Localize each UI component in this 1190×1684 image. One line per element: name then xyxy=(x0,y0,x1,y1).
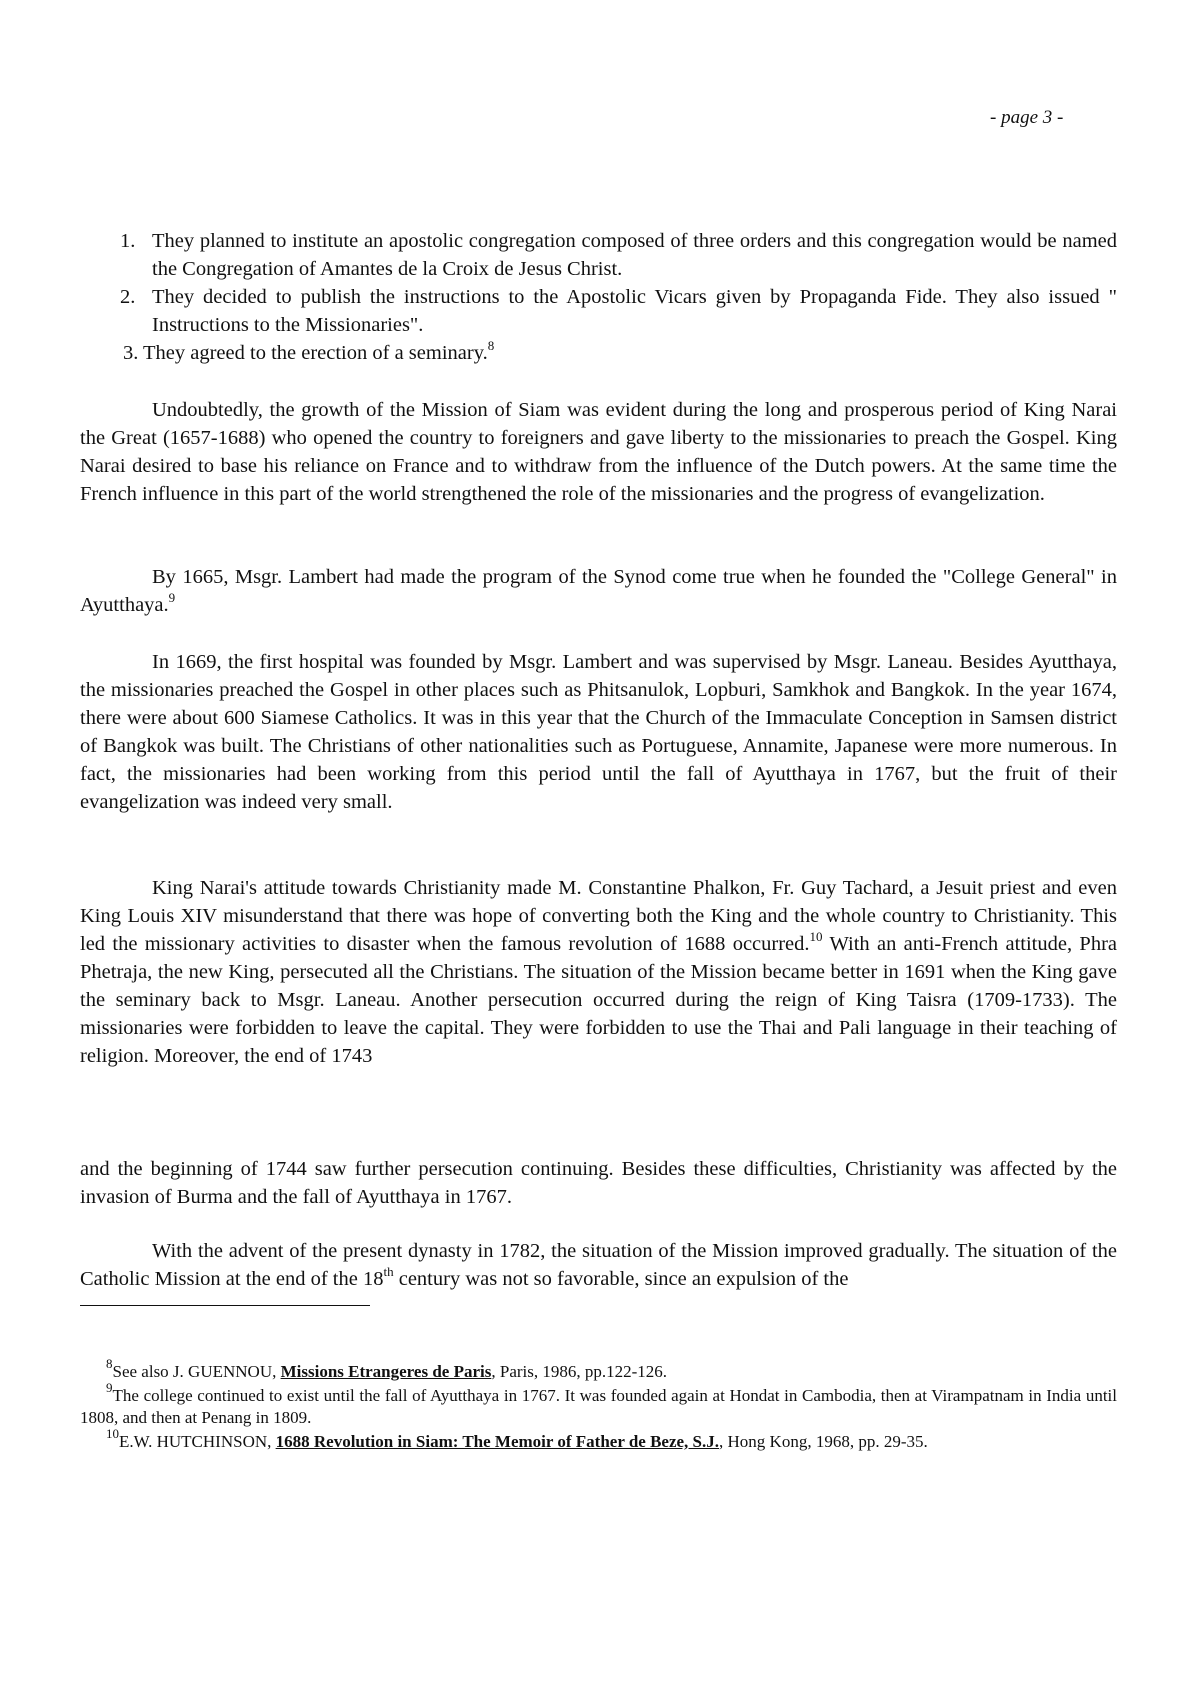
footnote-number: 8 xyxy=(106,1356,113,1371)
paragraph-text: Undoubtedly, the growth of the Mission of Siam was evident during the long and prosperous period of King Narai the Great (1657-1688) who opened the country to foreigners and gave liberty to the missionaries to preach the Gospel. King Narai desired to base his reliance on France and to withdraw from the influence of the Dutch powers. At the same time the French influence in this part of the world strengthened the role of the missionaries and the progress of evangelization. xyxy=(80,399,1117,505)
list-text: They agreed to the erection of a seminary. xyxy=(143,342,488,364)
footnote-9 xyxy=(80,1380,1117,1429)
footnote-8 xyxy=(80,1356,1117,1383)
footnote-title: Missions Etrangeres de Paris xyxy=(280,1362,492,1381)
list-text: They planned to institute an apostolic congregation composed of three orders and this congregation would be named the Congregation of Amantes de la Croix de Jesus Christ. xyxy=(152,230,1117,280)
footnote-text: , Hong Kong, 1968, pp. 29-35. xyxy=(719,1432,928,1451)
footnote-text: The college continued to exist until the fall of Ayutthaya in 1767. It was founded again at Hondat in Cambodia, then at Virampatnam in India until 1808, and then at Penang in 1809. xyxy=(80,1386,1117,1427)
footnote-title: 1688 Revolution in Siam: The Memoir of Father de Beze, S.J. xyxy=(275,1432,720,1451)
footnote-10 xyxy=(80,1426,1117,1453)
paragraph xyxy=(80,396,1117,508)
list-number: 2. xyxy=(120,286,136,308)
footnote-ref[interactable]: 8 xyxy=(487,338,495,353)
list-number: 1. xyxy=(120,230,136,252)
paragraph-span: century was not so favorable, since an expulsion of the xyxy=(393,1268,849,1290)
paragraph xyxy=(80,563,1117,619)
paragraph xyxy=(80,874,1117,1070)
footnote-ref[interactable]: 9 xyxy=(168,590,176,605)
paragraph xyxy=(80,1237,1117,1293)
footnote-separator xyxy=(80,1305,370,1306)
footnote-text: E.W. HUTCHINSON, xyxy=(119,1432,276,1451)
page-number: - page 3 - xyxy=(990,107,1064,128)
footnote-text: See also J. GUENNOU, xyxy=(112,1362,281,1381)
footnote-ref[interactable]: 10 xyxy=(809,929,823,944)
list-number: 3. xyxy=(123,342,139,364)
paragraph-continued xyxy=(80,1155,1117,1211)
paragraph-text xyxy=(80,1237,1117,1293)
ordinal-superscript: th xyxy=(383,1264,394,1279)
list-item xyxy=(120,283,1117,339)
list-item xyxy=(123,339,1120,367)
paragraph-text xyxy=(80,563,1117,619)
paragraph xyxy=(80,648,1117,816)
footnote-text: , Paris, 1986, pp.122-126. xyxy=(491,1362,668,1381)
footnote-number: 10 xyxy=(106,1426,119,1441)
paragraph-span: With an anti-French attitude, Phra Phetraja, the new King, persecuted all the Christians. The situation of the Mission became better in 1691 when the King gave the seminary back to Msgr. Laneau. Another persecution occurred during the reign of King Taisra (1709-1733). The missionaries were forbidden to leave the capital. They were forbidden to use the Thai and Pali language in their teaching of religion. Moreover, the end of 1743 xyxy=(80,933,1117,1067)
paragraph-text xyxy=(80,874,1117,1070)
synod-decisions-list xyxy=(120,227,1117,367)
paragraph-span: By 1665, Msgr. Lambert had made the program of the Synod come true when he founded the "College General" in Ayutthaya. xyxy=(80,566,1117,616)
list-text: They decided to publish the instructions to the Apostolic Vicars given by Propaganda Fide. They also issued " Instructions to the Missionaries". xyxy=(152,286,1117,336)
paragraph-text: and the beginning of 1744 saw further persecution continuing. Besides these difficulties, Christianity was affected by the invasion of Burma and the fall of Ayutthaya in 1767. xyxy=(80,1158,1117,1208)
paragraph-span: With the advent of the present dynasty in 1782, the situation of the Mission improved gradually. The situation of the Catholic Mission at the end of the 18 xyxy=(80,1240,1117,1290)
paragraph-text: In 1669, the first hospital was founded by Msgr. Lambert and was supervised by Msgr. Laneau. Besides Ayutthaya, the missionaries preached the Gospel in other places such as Phitsanulok, Lopburi, Samkhok and Bangkok. In the year 1674, there were about 600 Siamese Catholics. It was in this year that the Church of the Immaculate Conception in Samsen district of Bangkok was built. The Christians of other nationalities such as Portuguese, Annamite, Japanese were more numerous. In fact, the missionaries had been working from this period until the fall of Ayutthaya in 1767, but the fruit of their evangelization was indeed very small. xyxy=(80,651,1117,813)
footnote-number: 9 xyxy=(106,1380,113,1395)
paragraph-span: King Narai's attitude towards Christianity made M. Constantine Phalkon, Fr. Guy Tachard, a Jesuit priest and even King Louis XIV misunderstand that there was hope of converting both the King and the whole country to Christianity. This led the missionary activities to disaster when the famous revolution of 1688 occurred. xyxy=(80,877,1117,955)
list-item xyxy=(120,227,1117,283)
